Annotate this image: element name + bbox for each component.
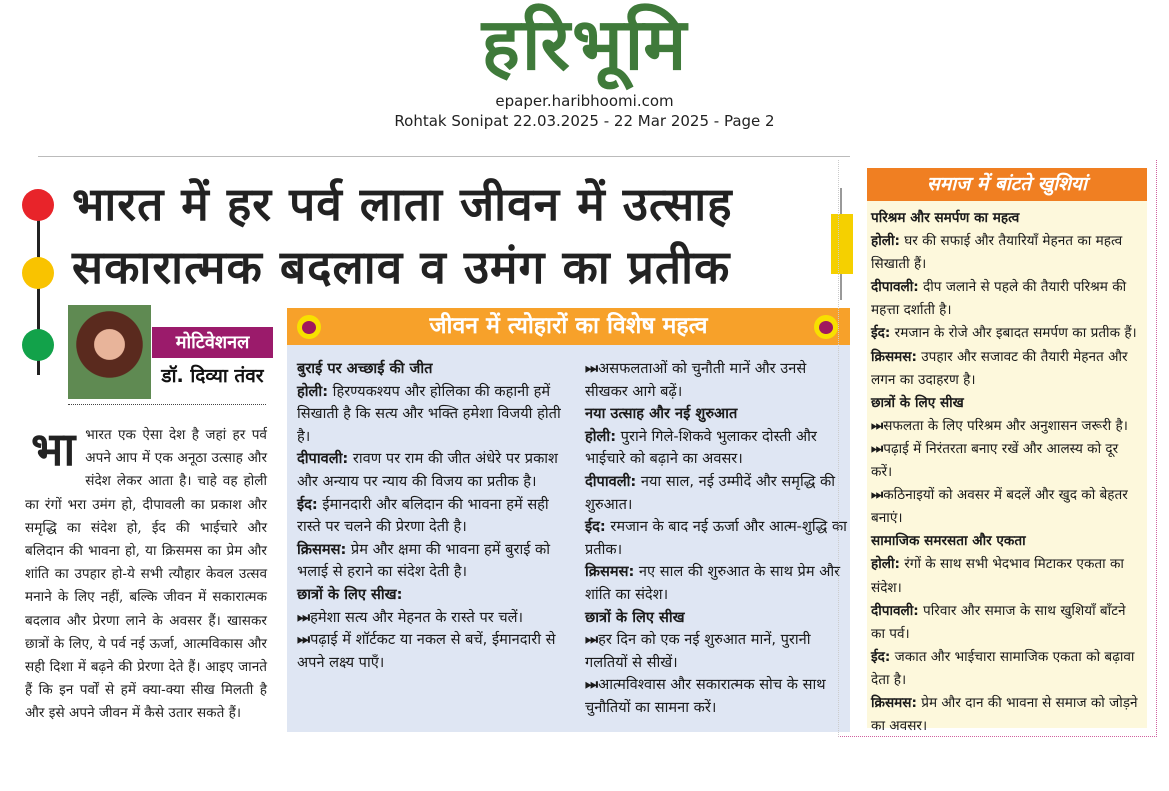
item-text: हिरण्यकश्यप और होलिका की कहानी हमें सिखाती है कि सत्य और भक्ति हमेशा विजयी होती है। (297, 382, 561, 445)
list-item (871, 646, 1143, 692)
item-text: रावण पर राम की जीत अंधेरे पर प्रकाश और अन्याय पर न्याय की विजय का प्रतीक है। (297, 450, 558, 490)
haribhoomi-logo: हरिभूमि (481, 2, 689, 86)
section-heading: छात्रों के लिए सीख (585, 608, 685, 626)
item-text: कठिनाइयों को अवसर में बदलें और खुद को बेहतर बनाएं। (871, 487, 1128, 527)
item-text: पढ़ाई में शॉर्टकट या नकल से बचें, ईमानदारी से अपने लक्ष्य पाएँ। (297, 631, 556, 671)
list-item (871, 553, 1143, 599)
list-item (871, 600, 1143, 646)
fast-forward-bullet-icon: ⏭ (871, 487, 884, 504)
list-item (871, 484, 1143, 530)
item-text: ईमानदारी और बलिदान की भावना हमें सही रास्ते पर चलने की प्रेरणा देती है। (297, 495, 549, 536)
list-item (871, 322, 1143, 345)
column-tag: मोटिवेशनल (152, 327, 273, 358)
item-text: नया साल, नई उम्मीदें और समृद्धि की शुरुआत। (585, 472, 836, 513)
list-item (871, 415, 1143, 438)
list-item (585, 516, 847, 561)
list-item (871, 346, 1143, 392)
item-label: क्रिसमस: (871, 348, 917, 365)
item-text: प्रेम और दान की भावना से समाज को जोड़ने का अवसर। (871, 694, 1138, 735)
item-label: होली: (871, 556, 900, 573)
fast-forward-bullet-icon: ⏭ (585, 676, 599, 694)
author-name: डॉ. दिव्या तंवर (161, 365, 264, 387)
item-text: नए साल की शुरुआत के साथ प्रेम और शांति का संदेश। (585, 563, 841, 603)
list-item (871, 438, 1143, 484)
list-item (297, 629, 577, 674)
section-heading: नया उत्साह और नई शुरुआत (585, 405, 738, 423)
item-text: प्रेम और क्षमा की भावना हमें बुराई को भलाई से हराने का संदेश देती है। (297, 540, 551, 581)
item-label: दीपावली: (871, 602, 919, 619)
item-label: ईद: (297, 495, 318, 513)
list-item (585, 674, 847, 719)
item-text: असफलताओं को चुनौती मानें और उनसे सीखकर आगे बढ़ें। (585, 360, 807, 400)
epaper-url: epaper.haribhoomi.com (495, 92, 674, 110)
item-label: क्रिसमस: (871, 694, 917, 711)
yellow-light-icon (22, 257, 54, 289)
list-item (297, 381, 577, 449)
list-item (585, 471, 847, 516)
fast-forward-bullet-icon: ⏭ (585, 360, 599, 377)
item-text: रमजान के रोजे और इबादत समर्पण का प्रतीक हैं। (890, 325, 1137, 342)
drop-cap: भा (31, 422, 76, 476)
edition-dateline: Rohtak Sonipat 22.03.2025 - 22 Mar 2025 - Page 2 (394, 112, 775, 130)
lead-article (25, 424, 267, 726)
item-text: घर की सफाई और तैयारियाँ मेहनत का महत्व सिखाती हैं। (871, 233, 1123, 273)
section-heading: छात्रों के लिए सीख (871, 394, 964, 411)
author-photo (68, 305, 151, 399)
fast-forward-bullet-icon: ⏭ (871, 417, 884, 434)
dotted-divider (68, 404, 266, 405)
list-item (297, 494, 577, 539)
section-heading: बुराई पर अच्छाई की जीत (297, 360, 433, 377)
fast-forward-bullet-icon: ⏭ (297, 608, 311, 626)
green-light-icon (22, 329, 54, 361)
list-item (585, 561, 847, 606)
item-label: होली: (585, 427, 617, 445)
item-text: रमजान के बाद नई ऊर्जा और आत्म-शुद्धि का प्रतीक। (585, 518, 847, 558)
item-text: उपहार और सजावट की तैयारी मेहनत और लगन का उदाहरण है। (871, 348, 1128, 388)
box-title: समाज में बांटते खुशियां (867, 168, 1147, 201)
item-label: ईद: (871, 325, 891, 342)
list-item (871, 692, 1143, 738)
item-text: हर दिन को एक नई शुरुआत मानें, पुरानी गलतियों से सीखें। (585, 631, 811, 671)
right-column (871, 207, 1143, 738)
list-item (297, 448, 577, 493)
middle-column-2 (585, 358, 847, 720)
list-item (585, 629, 847, 674)
fast-forward-bullet-icon: ⏭ (585, 631, 599, 649)
item-text: परिवार और समाज के साथ खुशियाँ बाँटने का पर्व। (871, 602, 1126, 642)
item-text: पढ़ाई में निरंतरता बनाए रखें और आलस्य को दूर करें। (871, 440, 1119, 481)
item-text: सफलता के लिए परिश्रम और अनुशासन जरूरी है। (883, 417, 1128, 434)
item-text: रंगों के साथ सभी भेदभाव मिटाकर एकता का संदेश। (871, 556, 1124, 596)
headline-line2: सकारात्मक बदलाव व उमंग का प्रतीक (72, 240, 731, 294)
item-label: ईद: (585, 518, 606, 536)
section-heading: छात्रों के लिए सीख: (297, 585, 403, 603)
divider (38, 156, 850, 157)
list-item (297, 539, 577, 584)
item-text: जकात और भाईचारा सामाजिक एकता को बढ़ावा देता है। (871, 648, 1135, 688)
item-label: होली: (871, 233, 900, 250)
item-text: हमेशा सत्य और मेहनत के रास्ते पर चलें। (310, 608, 524, 626)
bullet-dot-icon (297, 315, 321, 339)
list-item (871, 276, 1143, 322)
headline-line1: भारत में हर पर्व लाता जीवन में उत्साह (72, 177, 733, 231)
list-item (297, 607, 577, 630)
section-heading: परिश्रम और समर्पण का महत्व (871, 210, 1020, 226)
list-item (585, 426, 847, 471)
box-title: जीवन में त्योहारों का विशेष महत्व (287, 308, 850, 345)
fast-forward-bullet-icon: ⏭ (871, 440, 884, 457)
red-light-icon (22, 189, 54, 221)
item-label: क्रिसमस: (585, 563, 635, 581)
item-label: दीपावली: (297, 450, 349, 468)
item-text: पुराने गिले-शिकवे भुलाकर दोस्ती और भाईचारे को बढ़ाने का अवसर। (585, 427, 817, 468)
item-text: दीप जलाने से पहले की तैयारी परिश्रम की महत्ता दर्शाती है। (871, 279, 1127, 319)
item-label: दीपावली: (871, 279, 919, 296)
item-label: होली: (297, 382, 329, 400)
list-item (871, 230, 1143, 276)
box-body (867, 201, 1147, 735)
bullet-dot-icon (814, 315, 838, 339)
sharing-joy-box (838, 160, 1157, 737)
item-label: दीपावली: (585, 472, 637, 490)
middle-column-1 (297, 358, 577, 674)
section-heading: सामाजिक समरसता और एकता (871, 533, 1026, 550)
item-label: ईद: (871, 648, 891, 665)
list-item (585, 358, 847, 403)
fast-forward-bullet-icon: ⏭ (297, 631, 311, 649)
festival-importance-box (287, 308, 850, 732)
lead-text: भारत एक ऐसा देश है जहां हर पर्व अपने आप में एक अनूठा उत्साह और संदेश लेकर आता है। चाहे वह होली का रंगों भरा उमंग हो, दीपावली का प्रकाश और समृद्धि का संदेश हो, ईद की भाईचारे और बलिदान की भावना हो, या क्रिसमस का प्रेम और शांति का उपहार हो-ये सभी त्यौहार केवल उत्सव मनाने के लिए नहीं, बल्कि जीवन में सकारात्मक बदलाव और प्रेरणा लाने के अवसर हैं। खासकर छात्रों के लिए, ये पर्व नई ऊर्जा, आत्मविकास और सही दिशा में बढ़ने की प्रेरणा देते हैं। आइए जानते हैं कि इन पर्वों से हमें क्या-क्या सीख मिलती है और इसे अपने जीवन में कैसे उतार सकते हैं। (25, 427, 267, 722)
item-label: क्रिसमस: (297, 540, 347, 558)
item-text: आत्मविश्वास और सकारात्मक सोच के साथ चुनौतियों का सामना करें। (585, 676, 826, 716)
